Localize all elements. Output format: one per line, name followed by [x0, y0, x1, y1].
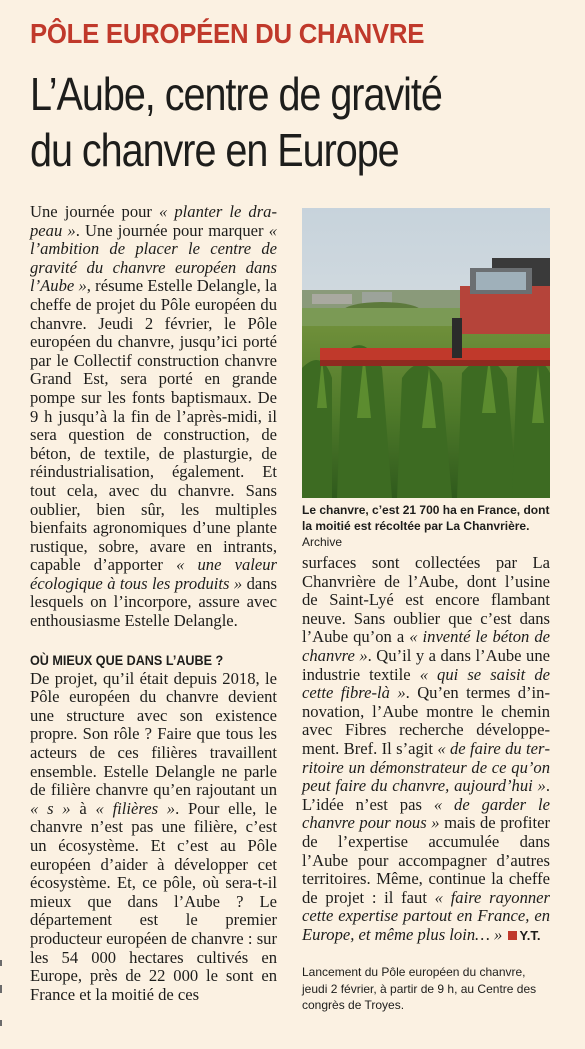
quote-run: « de garder le chanvre pour nous »: [302, 794, 550, 833]
quote-run: « faire rayonner cette expertise partout en France, en Europe, et même plus loin… »: [302, 887, 550, 944]
headline-line-1: L’Aube, centre de gravité: [30, 68, 442, 120]
quote-run: « l’ambition de placer le centre de gravité du chanvre européen dans l’Aube »: [30, 220, 277, 296]
paragraph-intro: Une journée pour « planter le drapeau ». Une journée pour marquer « l’ambition de placer le centre de gravité du chanvre européen dans l’Aube », résume Estelle Delangle, la cheffe de projet du Pôle européen du chanvre. Jeudi 2 février, le Pôle européen du chanvre, jusqu’ici porté par le Collectif construction chanvre Grand Est, sera porté en grande pompe sur les fonts baptismaux. De 9 h jusqu’à la fin de l’après-midi, il sera question de construction, de béton, de textile, de plasturgie, de réindustrialisation, également. Et tout cela, avec du chanvre. Sans oublier, bien sûr, les multiples bienfaits agronomiques d’une plante rustique, sobre, avare en intrants, capable d’apporter « une valeur écologique à tous les produits » dans lesquels on l’incorpore, assure avec enthousiasme Estelle Delangle.: [30, 202, 277, 631]
page-edge-mark: [0, 960, 2, 966]
harvester-in-hemp-field-image: [302, 208, 550, 498]
quote-run: « une valeur écologique à tous les produits »: [30, 555, 277, 593]
photo-harvest: [302, 208, 550, 498]
headline-line-2: du chanvre en Europe: [30, 124, 399, 176]
kicker: [30, 18, 424, 50]
paragraph-second: De projet, qu’il était depuis 2018, le Pôle européen du chanvre devient une structure avec son existence propre. Son rôle ? Faire que tous les acteurs de ces filières travaillent ensemble. Estelle Delangle ne parle de filière chanvre qu’en rajoutant un « s » à « filières ». Pour elle, le chanvre n’est pas une filière, c’est un écosystème. Et c’est au Pôle européen d’aider à développer cet écosystème. Et, ce pôle, où sera-t-il mieux que dans l’Aube ? Le département est le premier producteur européen de chanvre : sur les 54 000 hectares cultivés en Europe, près de 22 000 le sont en France et la moitié de ces: [30, 668, 277, 1004]
kicker-text: PÔLE EUROPÉEN DU CHANVRE: [30, 18, 425, 49]
quote-run: « planter le drapeau »: [30, 202, 277, 240]
photo-caption: [302, 502, 550, 550]
subheading: OÙ MIEUX QUE DANS L’AUBE ?: [30, 651, 224, 668]
quote-run: « qui se saisit de cette fibre-là »: [302, 664, 550, 703]
page-edge-mark: [0, 985, 2, 993]
quote-run: « filières »: [95, 798, 176, 818]
paragraph-third-text: surfaces sont collectées par La Chanvrière de l’Aube, dont l’usine de Saint-Lyé est encore flambant neuve. Sans oublier que c’est dans l’Aube qu’on a « inventé le béton de chanvre ». Qu’il y a dans l’Aube une industrie textile « qui se saisit de cette fibre-là ». Qu’en termes d’innovation, l’Aube montre le chemin avec Fibres recherche développement. Bref. Il s’agit « de faire du territoire un démonstrateur de ce qu’on peut faire du chanvre, aujourd’hui ». L’idée n’est pas « de garder le chanvre pour nous » mais de profiter de l’expertise accumulée dans l’Aube pour accompagner d’autres territoires. Même, continue la cheffe de projet : il faut « faire rayonner cette expertise partout en France, en Europe, et même plus loin… »: [302, 553, 550, 944]
headline: [30, 66, 442, 178]
event-infobox: Lancement du Pôle européen du chanvre, jeudi 2 février, à partir de 9 h, au Centre des congrès de Troyes.: [302, 965, 537, 1012]
caption-credit: Archive: [302, 535, 343, 549]
quote-run: « inventé le béton de chanvre »: [302, 627, 550, 665]
caption-main: Le chanvre, c’est 21 700 ha en France, dont la moitié est récoltée par La Chanvrière.: [302, 503, 550, 533]
paragraph-third: [302, 554, 550, 945]
end-mark-icon: [508, 931, 517, 940]
quote-run: « de faire du territoire un démonstrateur de ce qu’on peut faire du chanvre, aujourd’hui »: [302, 738, 550, 796]
article-right-column: [302, 554, 550, 945]
author-signature: Y.T.: [519, 927, 541, 943]
page-edge-mark: [0, 1020, 2, 1026]
article-left-column: [30, 203, 277, 1004]
quote-run: « s »: [30, 798, 71, 818]
